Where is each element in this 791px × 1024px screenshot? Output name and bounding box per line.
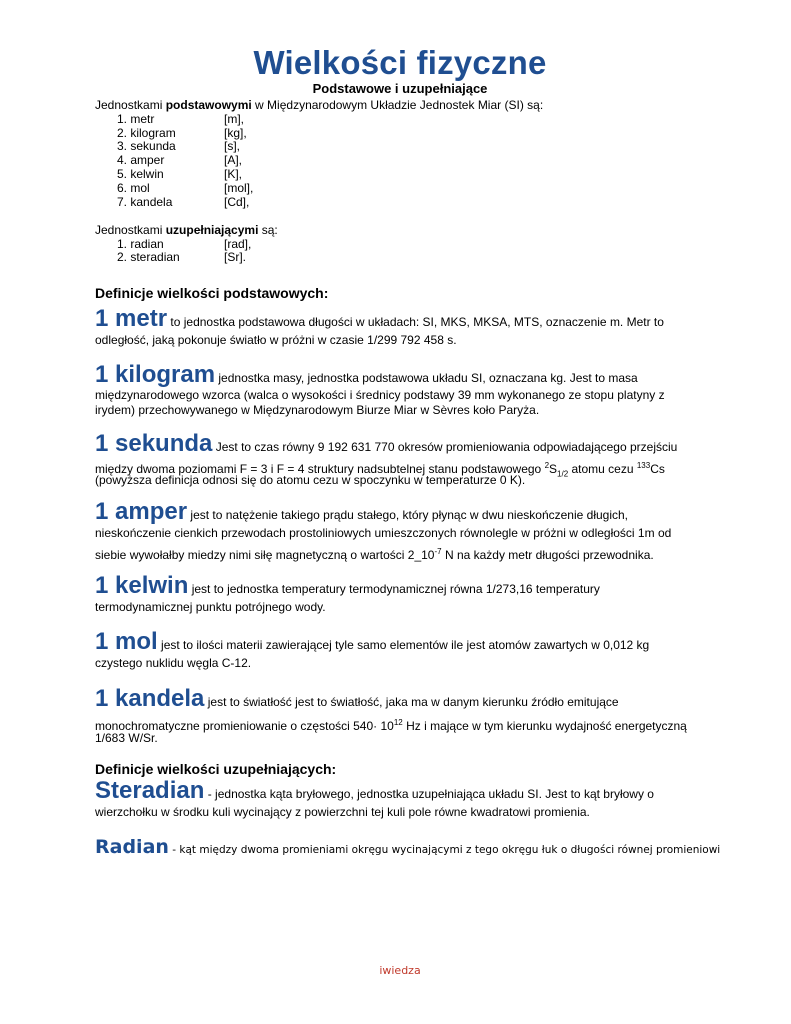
def-kilogram-line1: jednostka masy, jednostka podstawowa układu SI, oznaczana kg. Jest to masa <box>218 371 638 385</box>
def-kandela-line2 <box>95 715 687 734</box>
list-item: 1. radian <box>117 237 164 251</box>
def-kandela-line2b: Hz i mające w tym kierunku wydajność energetyczną <box>402 719 687 733</box>
term-amper: 1 amper <box>95 498 188 525</box>
sub: 1/2 <box>557 469 569 479</box>
list-item: 2. steradian <box>117 250 180 264</box>
def-amper-line1: jest to natężenie takiego prądu stałego, który płynąc w dwu nieskończenie długich, <box>190 508 629 522</box>
intro-supp-bold: uzupełniającymi <box>165 223 259 237</box>
def-steradian-line1: - jednostka kąta bryłowego, jednostka uzupełniająca układu SI. Jest to kąt bryłowy o <box>207 787 654 801</box>
term-radian: Radian <box>95 836 169 858</box>
def-sekunda-line1: Jest to czas równy 9 192 631 770 okresów promieniowania odpowiadającego przejściu <box>215 440 678 454</box>
def-kilogram-line2: międzynarodowego wzorca (walca o wysokości i średnicy podstawy 39 mm wykonanego ze stopu platyny z <box>95 388 665 402</box>
def-sekunda-line2b: atomu cezu <box>568 462 637 476</box>
def-amper <box>95 498 628 526</box>
def-mol-line1: jest to ilości materii zawierającej tyle samo elementów ile jest atomów zawartych w 0,012 kg <box>161 638 650 652</box>
def-metr-line2: odległość, jaką pokonuje światło w próżni w czasie 1/299 792 458 s. <box>95 333 457 347</box>
intro-basic-bold: podstawowymi <box>165 98 252 112</box>
sup: 133 <box>636 461 651 470</box>
term-kelwin: 1 kelwin <box>95 572 189 599</box>
def-steradian <box>95 777 654 805</box>
footer-brand: iwiedza <box>379 964 421 977</box>
intro-supp <box>95 223 278 237</box>
symbol-s: S <box>549 462 558 476</box>
def-metr-line1: to jednostka podstawowa długości w układach: SI, MKS, MKSA, MTS, oznaczenie m. Metr to <box>170 315 664 329</box>
def-kandela-line2a: monochromatyczne promieniowanie o częstości 540· 10 <box>95 719 394 733</box>
intro-supp-pre: Jednostkami <box>95 223 166 237</box>
def-kandela-line3: 1/683 W/Sr. <box>95 731 158 745</box>
def-kilogram-line3: irydem) przechowywanego w Międzynarodowym Biurze Miar w Sèvres koło Paryża. <box>95 403 540 417</box>
list-item-symbol: [K], <box>224 167 243 181</box>
term-kandela: 1 kandela <box>95 685 205 712</box>
list-item-symbol: [A], <box>224 153 243 167</box>
def-kilogram <box>95 361 638 389</box>
def-kelwin-line2: termodynamicznej punktu potrójnego wody. <box>95 600 326 614</box>
def-sekunda <box>95 430 677 458</box>
def-kelwin-line1: jest to jednostka temperatury termodynamicznej równa 1/273,16 temperatury <box>191 582 600 596</box>
list-item-symbol: [mol], <box>224 181 254 195</box>
list-item-symbol: [Sr]. <box>224 250 247 264</box>
intro-basic-post: w Międzynarodowym Układzie Jednostek Miar (SI) są: <box>251 98 544 112</box>
list-item: 7. kandela <box>117 195 173 209</box>
term-sekunda: 1 sekunda <box>95 430 213 457</box>
intro-basic-pre: Jednostkami <box>95 98 166 112</box>
def-kelwin <box>95 572 600 600</box>
def-steradian-line2: wierzchołku w środku kuli wycinający z powierzchni tej kuli pole równe kwadratowi promienia. <box>95 805 590 819</box>
list-item-symbol: [Cd], <box>224 195 250 209</box>
list-item-symbol: [rad], <box>224 237 252 251</box>
term-kilogram: 1 kilogram <box>95 361 216 388</box>
sup: 2 <box>544 461 550 470</box>
def-kandela-line1: jest to światłość jest to światłość, jaka ma w danym kierunku źródło emitujące <box>207 695 619 709</box>
list-item-symbol: [m], <box>224 112 244 126</box>
def-mol-line2: czystego nuklidu węgla C-12. <box>95 656 252 670</box>
sup: 12 <box>393 718 403 727</box>
list-item: 1. metr <box>117 112 155 126</box>
heading-basic-defs: Definicje wielkości podstawowych: <box>95 285 329 301</box>
list-item: 4. amper <box>117 153 165 167</box>
list-item: 5. kelwin <box>117 167 164 181</box>
def-amper-line3a: siebie wywołałby miedzy nimi siłę magnetyczną o wartości 2_10 <box>95 548 435 562</box>
heading-supp-defs: Definicje wielkości uzupełniających: <box>95 761 337 777</box>
def-sekunda-line3: (powyższa definicja odnosi się do atomu cezu w spoczynku w temperaturze 0 K). <box>95 473 526 487</box>
term-metr: 1 metr <box>95 305 168 332</box>
def-kandela <box>95 685 619 713</box>
list-item: 6. mol <box>117 181 150 195</box>
term-steradian: Steradian <box>95 777 205 804</box>
list-item: 2. kilogram <box>117 126 176 140</box>
intro-supp-post: są: <box>258 223 278 237</box>
def-amper-line3 <box>95 544 654 563</box>
intro-basic <box>95 98 543 112</box>
symbol-cs: Cs <box>650 462 665 476</box>
page-subtitle: Podstawowe i uzupełniające <box>312 81 488 96</box>
term-mol: 1 mol <box>95 628 158 655</box>
list-item-symbol: [kg], <box>224 126 247 140</box>
def-metr <box>95 305 664 333</box>
list-item-symbol: [s], <box>224 139 241 153</box>
def-radian-line1: - kąt między dwoma promieniami okręgu wycinającymi z tego okręgu łuk o długości równej promieniowi <box>168 844 721 856</box>
def-amper-line2: nieskończenie cienkich przewodach prostoliniowych umieszczonych równolegle w próżni w odległości 1m od <box>95 526 672 540</box>
def-mol <box>95 628 649 656</box>
def-radian <box>95 836 720 858</box>
def-sekunda-line2a: między dwoma poziomami F = 3 i F = 4 struktury nadsubtelnej stanu podstawowego <box>95 462 545 476</box>
def-amper-line3b: N na każdy metr długości przewodnika. <box>441 548 654 562</box>
list-item: 3. sekunda <box>117 139 176 153</box>
sup: -7 <box>434 547 442 556</box>
page-title: Wielkości fizyczne <box>253 44 547 81</box>
